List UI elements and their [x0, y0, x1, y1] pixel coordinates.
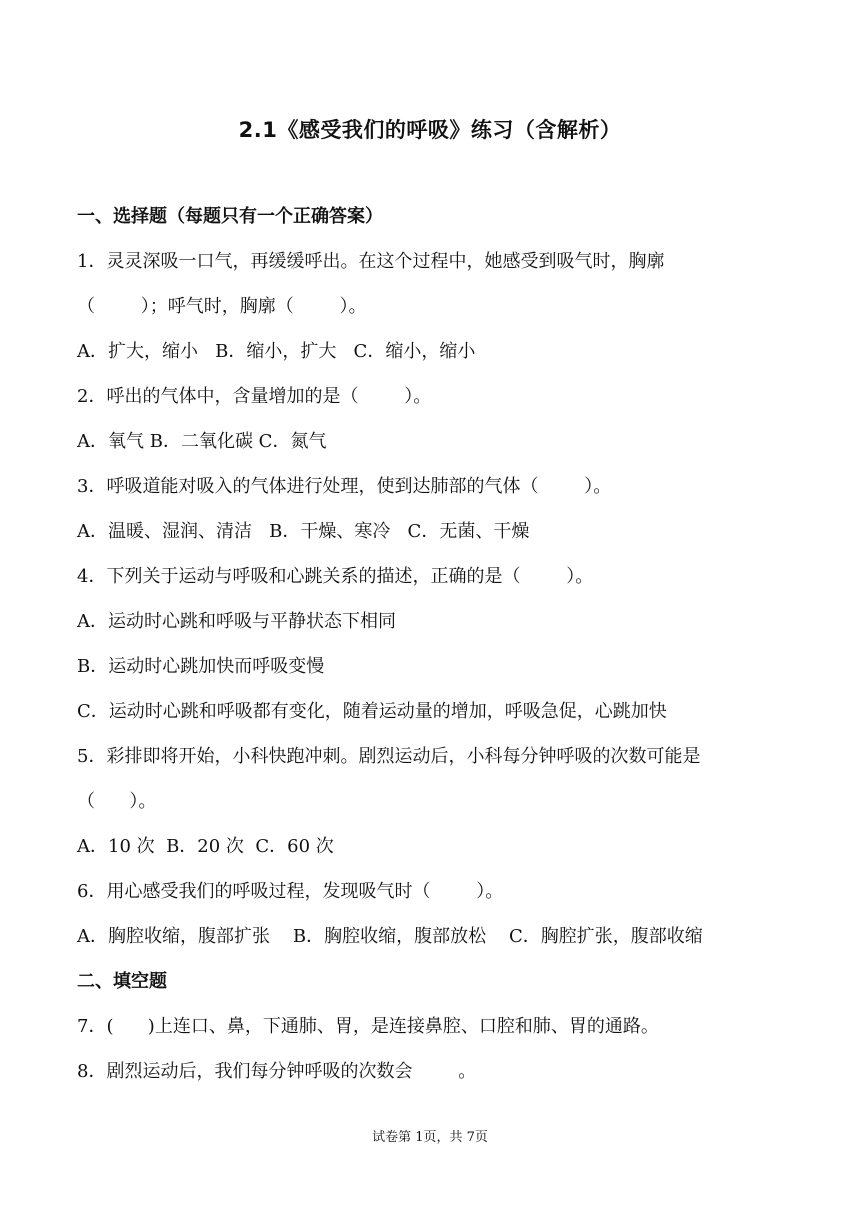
question-8: 8．剧烈运动后，我们每分钟呼吸的次数会 。 [77, 1061, 477, 1082]
page-title: 2.1《感受我们的呼吸》练习（含解析） [238, 118, 622, 142]
question-6-options: A．胸腔收缩，腹部扩张 B．胸腔收缩，腹部放松 C．胸腔扩张，腹部收缩 [77, 926, 703, 947]
section-heading-fill: 二、填空题 [77, 971, 167, 992]
question-5-options: A．10 次 B．20 次 C．60 次 [77, 836, 334, 857]
question-4-option-c: C．运动时心跳和呼吸都有变化，随着运动量的增加，呼吸急促，心跳加快 [77, 701, 667, 722]
section-heading-choice: 一、选择题（每题只有一个正确答案） [77, 206, 383, 227]
question-4-option-b: B．运动时心跳加快而呼吸变慢 [77, 656, 325, 677]
question-3-options: A．温暖、湿润、清洁 B．干燥、寒冷 C．无菌、干燥 [77, 521, 530, 542]
question-1-line-1: 1．灵灵深吸一口气，再缓缓呼出。在这个过程中，她感受到吸气时，胸廓 [77, 251, 665, 272]
question-2-options: A．氧气 B．二氧化碳 C．氮气 [77, 431, 327, 452]
question-5-line-1: 5．彩排即将开始，小科快跑冲刺。剧烈运动后，小科每分钟呼吸的次数可能是 [77, 746, 701, 767]
question-4: 4．下列关于运动与呼吸和心跳关系的描述，正确的是（ ）。 [77, 566, 594, 587]
question-6: 6．用心感受我们的呼吸过程，发现吸气时（ ）。 [77, 881, 504, 902]
page-footer: 试卷第 1页，共 7页 [372, 1130, 488, 1145]
question-7: 7．( )上连口、鼻，下通肺、胃，是连接鼻腔、口腔和肺、胃的通路。 [77, 1016, 659, 1037]
question-1-options: A．扩大，缩小 B．缩小，扩大 C．缩小，缩小 [77, 341, 476, 362]
question-5-line-2: （ ）。 [77, 791, 157, 812]
question-3: 3．呼吸道能对吸入的气体进行处理，使到达肺部的气体（ ）。 [77, 476, 612, 497]
question-4-option-a: A．运动时心跳和呼吸与平静状态下相同 [77, 611, 396, 632]
question-2: 2．呼出的气体中，含量增加的是（ ）。 [77, 386, 432, 407]
question-1-line-2: （ ）；呼气时，胸廓（ ）。 [77, 296, 367, 317]
